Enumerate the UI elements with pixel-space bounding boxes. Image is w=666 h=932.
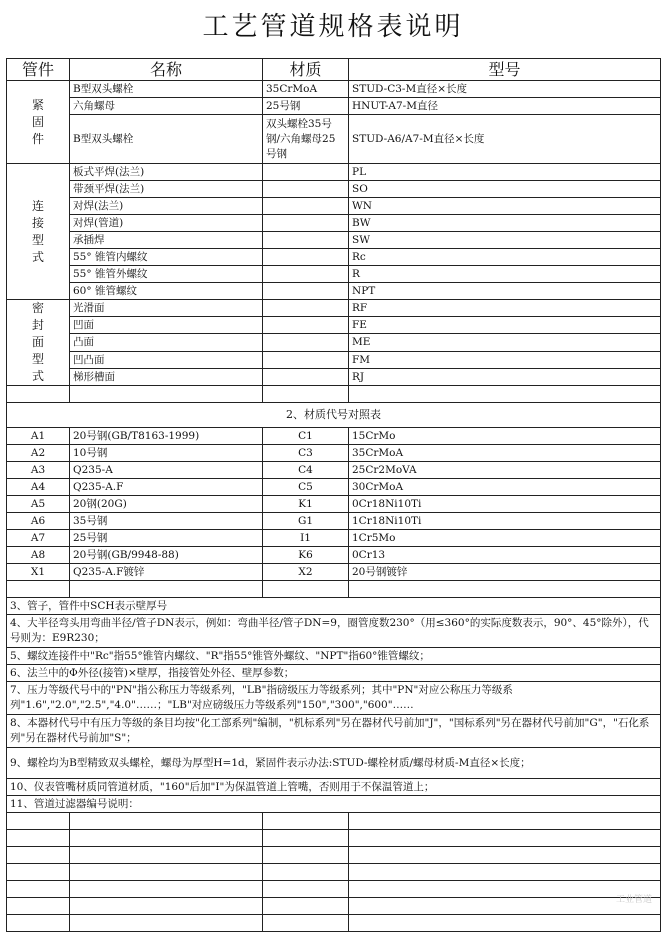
material-code: A2 <box>7 445 70 462</box>
cell-material: 25号钢 <box>263 98 349 115</box>
cell-material <box>263 249 349 266</box>
header-model: 型号 <box>349 59 661 81</box>
header-material: 材质 <box>263 59 349 81</box>
material-code: C1 <box>263 428 349 445</box>
material-name: 0Cr13 <box>349 547 661 564</box>
material-name: 20号钢镀锌 <box>349 564 661 581</box>
cell-name: 对焊(法兰) <box>70 198 263 215</box>
note-8: 8、本器材代号中有压力等级的条目均按"化工部系列"编制，"机标系列"另在器材代号前加"J"，"国标系列"另在器材代号前加"G"，"石化系列"另在器材代号前加"S"； <box>7 715 661 748</box>
spec-table <box>6 58 661 932</box>
material-code: A4 <box>7 479 70 496</box>
cell-material <box>263 334 349 351</box>
cell-model: ME <box>349 334 661 351</box>
table-row <box>7 266 661 283</box>
note-4: 4、大半径弯头用弯曲半径/管子DN表示，例如：弯曲半径/管子DN=9，圈管度数230°（用≤360°的实际度数表示，90°、45°除外），代号则为：E9R230； <box>7 615 661 648</box>
material-name: 20号钢(GB/T8163-1999) <box>70 428 263 445</box>
category-connection-type: 连 接 型 式 <box>7 164 70 300</box>
cell-material <box>263 181 349 198</box>
section-title-row <box>7 403 661 428</box>
material-row <box>7 564 661 581</box>
note-row <box>7 615 661 648</box>
material-name: 1Cr18Ni10Ti <box>349 513 661 530</box>
cell-material <box>263 215 349 232</box>
cell-model: NPT <box>349 283 661 300</box>
cell-model: BW <box>349 215 661 232</box>
note-row <box>7 748 661 779</box>
empty-row <box>7 830 661 847</box>
empty-row <box>7 898 661 915</box>
material-name: Q235-A.F镀锌 <box>70 564 263 581</box>
cell-name: 梯形槽面 <box>70 368 263 385</box>
material-name: 25Cr2MoVA <box>349 462 661 479</box>
header-fitting: 管件 <box>7 59 70 81</box>
material-name: 1Cr5Mo <box>349 530 661 547</box>
note-row <box>7 796 661 813</box>
note-row <box>7 648 661 665</box>
material-name: 0Cr18Ni10Ti <box>349 496 661 513</box>
material-code: C4 <box>263 462 349 479</box>
material-row <box>7 445 661 462</box>
cell-material <box>263 317 349 334</box>
table-row <box>7 249 661 266</box>
material-code: A8 <box>7 547 70 564</box>
material-code: A6 <box>7 513 70 530</box>
table-row <box>7 351 661 368</box>
material-row <box>7 428 661 445</box>
header-name: 名称 <box>70 59 263 81</box>
watermark: 工业管道 <box>615 895 652 905</box>
table-header-row <box>7 59 661 81</box>
empty-row <box>7 581 661 598</box>
cell-model: RJ <box>349 368 661 385</box>
cell-model: FE <box>349 317 661 334</box>
cell-model: PL <box>349 164 661 181</box>
empty-row <box>7 847 661 864</box>
material-name: 30CrMoA <box>349 479 661 496</box>
material-name: 10号钢 <box>70 445 263 462</box>
material-code: K1 <box>263 496 349 513</box>
cell-material <box>263 198 349 215</box>
cell-name: 55° 锥管内螺纹 <box>70 249 263 266</box>
cell-material: 35CrMoA <box>263 81 349 98</box>
cell-name: 凹面 <box>70 317 263 334</box>
cell-material <box>263 368 349 385</box>
cell-material: 双头螺栓35号钢/六角螺母25号钢 <box>263 115 349 164</box>
material-name: 20号钢(GB/9948-88) <box>70 547 263 564</box>
material-code: A7 <box>7 530 70 547</box>
cell-name: B型双头螺栓 <box>70 81 263 98</box>
note-6: 6、法兰中的Φ外径(接管)×壁厚，指接管处外径、壁厚参数； <box>7 665 661 682</box>
cell-name: 板式平焊(法兰) <box>70 164 263 181</box>
cell-model: Rc <box>349 249 661 266</box>
material-code: I1 <box>263 530 349 547</box>
material-row <box>7 513 661 530</box>
table-row <box>7 283 661 300</box>
cell-model: SW <box>349 232 661 249</box>
table-row <box>7 115 661 164</box>
empty-row <box>7 813 661 830</box>
note-7: 7、压力等级代号中的"PN"指公称压力等级系列，"LB"指磅级压力等级系列；其中"PN"对应公称压力等级系列"1.6","2.0","2.5","4.0"……；"LB"对应磅级压力等级系列"150","300","600"…… <box>7 682 661 715</box>
material-code: X2 <box>263 564 349 581</box>
cell-name: 承插焊 <box>70 232 263 249</box>
material-name: Q235-A <box>70 462 263 479</box>
table-row <box>7 232 661 249</box>
cell-material <box>263 232 349 249</box>
cell-model: WN <box>349 198 661 215</box>
cell-model: STUD-A6/A7-M直径×长度 <box>349 115 661 164</box>
note-9: 9、螺栓均为B型精致双头螺栓，螺母为厚型H=1d，紧固件表示办法:STUD-螺栓材质/螺母材质-M直径×长度； <box>7 748 661 779</box>
material-code: C5 <box>263 479 349 496</box>
note-row <box>7 779 661 796</box>
cell-name: 凸面 <box>70 334 263 351</box>
material-code: A5 <box>7 496 70 513</box>
table-row <box>7 198 661 215</box>
note-5: 5、螺纹连接件中"Rc"指55°锥管内螺纹、"R"指55°锥管外螺纹、"NPT"指60°锥管螺纹； <box>7 648 661 665</box>
table-row <box>7 164 661 181</box>
material-row <box>7 530 661 547</box>
material-code: A1 <box>7 428 70 445</box>
material-row <box>7 479 661 496</box>
material-code: K6 <box>263 547 349 564</box>
cell-name: 光滑面 <box>70 300 263 317</box>
material-name: 20钢(20G) <box>70 496 263 513</box>
note-11: 11、管道过滤器编号说明： <box>7 796 661 813</box>
material-code: A3 <box>7 462 70 479</box>
material-code: G1 <box>263 513 349 530</box>
table-row <box>7 215 661 232</box>
empty-row <box>7 915 661 932</box>
material-name: 35号钢 <box>70 513 263 530</box>
table-row <box>7 300 661 317</box>
category-fasteners: 紧 固 件 <box>7 81 70 164</box>
table-row <box>7 98 661 115</box>
cell-material <box>263 300 349 317</box>
cell-model: R <box>349 266 661 283</box>
cell-model: HNUT-A7-M直径 <box>349 98 661 115</box>
table-row <box>7 368 661 385</box>
material-code: X1 <box>7 564 70 581</box>
table-row <box>7 181 661 198</box>
category-sealing-face: 密 封 面 型 式 <box>7 300 70 386</box>
cell-model: FM <box>349 351 661 368</box>
cell-name: 60° 锥管螺纹 <box>70 283 263 300</box>
note-row <box>7 665 661 682</box>
note-10: 10、仪表管嘴材质同管道材质，"160"后加"I"为保温管道上管嘴，否则用于不保温管道上； <box>7 779 661 796</box>
material-name: 25号钢 <box>70 530 263 547</box>
table-row <box>7 81 661 98</box>
empty-row <box>7 386 661 403</box>
cell-name: 六角螺母 <box>70 98 263 115</box>
cell-material <box>263 266 349 283</box>
cell-name: 55° 锥管外螺纹 <box>70 266 263 283</box>
cell-material <box>263 283 349 300</box>
material-name: 35CrMoA <box>349 445 661 462</box>
page-title: 工艺管道规格表说明 <box>202 12 464 42</box>
table-row <box>7 317 661 334</box>
cell-model: SO <box>349 181 661 198</box>
material-name: Q235-A.F <box>70 479 263 496</box>
cell-material <box>263 351 349 368</box>
cell-material <box>263 164 349 181</box>
material-name: 15CrMo <box>349 428 661 445</box>
material-section-title: 2、材质代号对照表 <box>7 403 661 428</box>
cell-model: RF <box>349 300 661 317</box>
cell-model: STUD-C3-M直径×长度 <box>349 81 661 98</box>
material-row <box>7 547 661 564</box>
note-3: 3、管子，管件中SCH表示壁厚号 <box>7 598 661 615</box>
material-row <box>7 496 661 513</box>
cell-name: B型双头螺栓 <box>70 115 263 164</box>
material-row <box>7 462 661 479</box>
note-row <box>7 715 661 748</box>
cell-name: 对焊(管道) <box>70 215 263 232</box>
empty-row <box>7 864 661 881</box>
cell-name: 带颈平焊(法兰) <box>70 181 263 198</box>
note-row <box>7 598 661 615</box>
material-code: C3 <box>263 445 349 462</box>
note-row <box>7 682 661 715</box>
table-row <box>7 334 661 351</box>
cell-name: 凹凸面 <box>70 351 263 368</box>
empty-row <box>7 881 661 898</box>
